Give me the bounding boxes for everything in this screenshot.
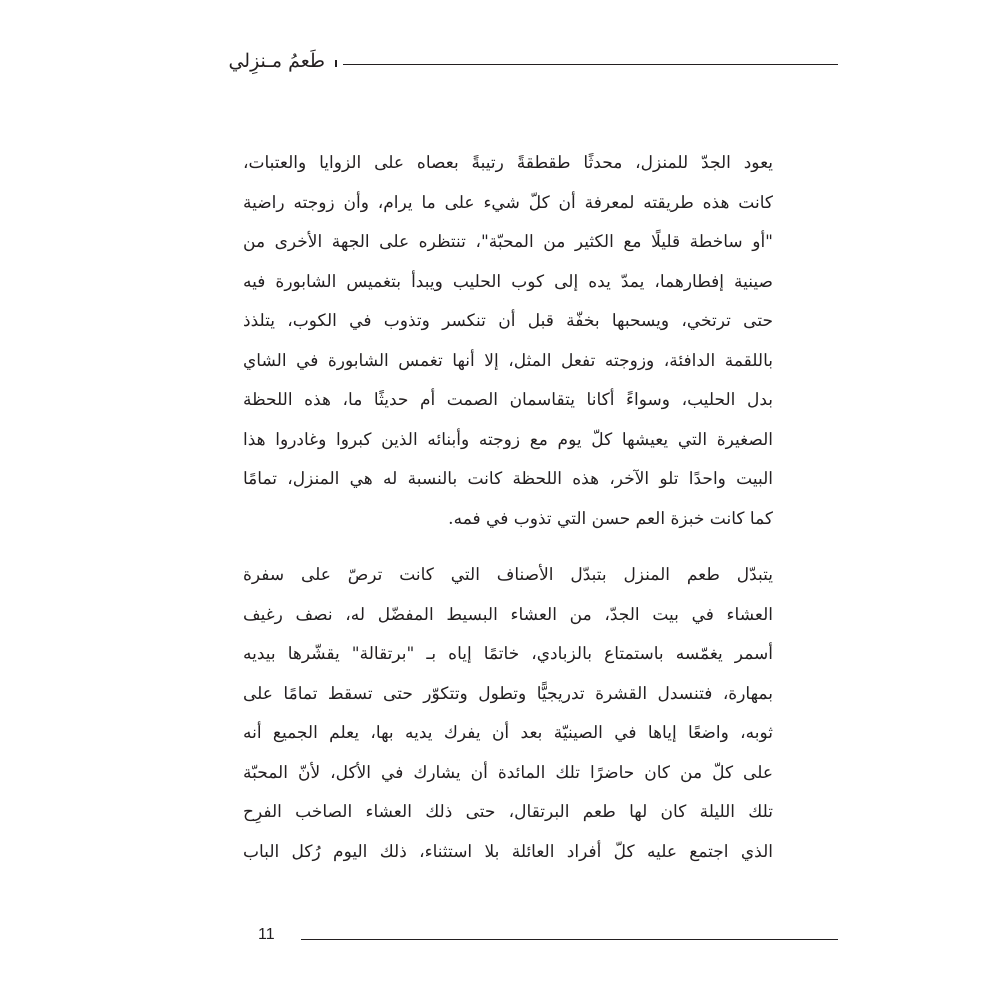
text-line: تلك الليلة كان لها طعم البرتقال، حتى ذلك العشاء الصاخب الفرِح [243,802,773,822]
text-line: صينية إفطارهما، يمدّ يده إلى كوب الحليب ويبدأ بتغميس الشابورة فيه [243,271,773,292]
body-text [243,144,773,872]
text-line: أسمر يغمّسه باستمتاع بالزبادي، خاتمًا إياه بـ "برتقالة" يقشّرها بيديه [243,644,773,664]
text-line: على كلّ من كان حاضرًا تلك المائدة أن يشارك في الأكل، لأنّ المحبّة [243,762,773,783]
text-line: باللقمة الدافئة، وزوجته تفعل المثل، إلا أنها تغمس الشابورة في الشاي [243,350,773,371]
text-line: حتى ترتخي، ويسحبها بخفّة قبل أن تنكسر وتذوب في الكوب، يتلذذ [243,311,773,331]
text-line: كانت هذه طريقته لمعرفة أن كلّ شيء على ما يرام، وأن زوجته راضية [243,192,773,213]
running-title: طَعمُ مـنزِلي [228,50,325,72]
text-line: كما كانت خبزة العم حسن التي تذوب في فمه. [448,508,773,529]
text-line: يعود الجدّ للمنزل، محدثًا طقطقةً رتيبةً بعصاه على الزوايا والعتبات، [243,153,773,173]
text-line: ثوبه، واضعًا إياها في الصينيّة بعد أن يفرك يديه بها، يعلم الجميع أنه [243,723,773,743]
text-line: بمهارة، فتنسدل القشرة تدريجيًّا وتطول وتتكوّر حتى تسقط تمامًا على [243,683,773,704]
text-line: بدل الحليب، وسواءً أكانا يتقاسمان الصمت أم حديثًا ما، هذه اللحظة [243,390,773,410]
header-rule [343,64,838,65]
text-line: الصغيرة التي يعيشها كلّ يوم مع زوجته وأبنائه الذين كبروا وغادروا هذا [243,429,773,450]
text-line: العشاء في بيت الجدّ، من العشاء البسيط المفضّل له، نصف رغيف [243,604,773,625]
paragraph-1 [243,144,773,539]
text-line: يتبدّل طعم المنزل بتبدّل الأصناف التي كانت ترصّ على سفرة [243,565,773,585]
text-line: "أو ساخطة قليلًا مع الكثير من المحبّة"، تنتظره على الجهة الأخرى من [243,232,773,252]
text-line: البيت واحدًا تلو الآخر، هذه اللحظة كانت بالنسبة له هي المنزل، تمامًا [243,469,773,489]
footer-rule [301,939,838,940]
text-line: الذي اجتمع عليه كلّ أفراد العائلة بلا استثناء، ذلك اليوم رُكل الباب [243,841,773,862]
header-ornament [335,60,337,67]
page-number: 11 [258,926,275,943]
paragraph-2 [243,556,773,872]
